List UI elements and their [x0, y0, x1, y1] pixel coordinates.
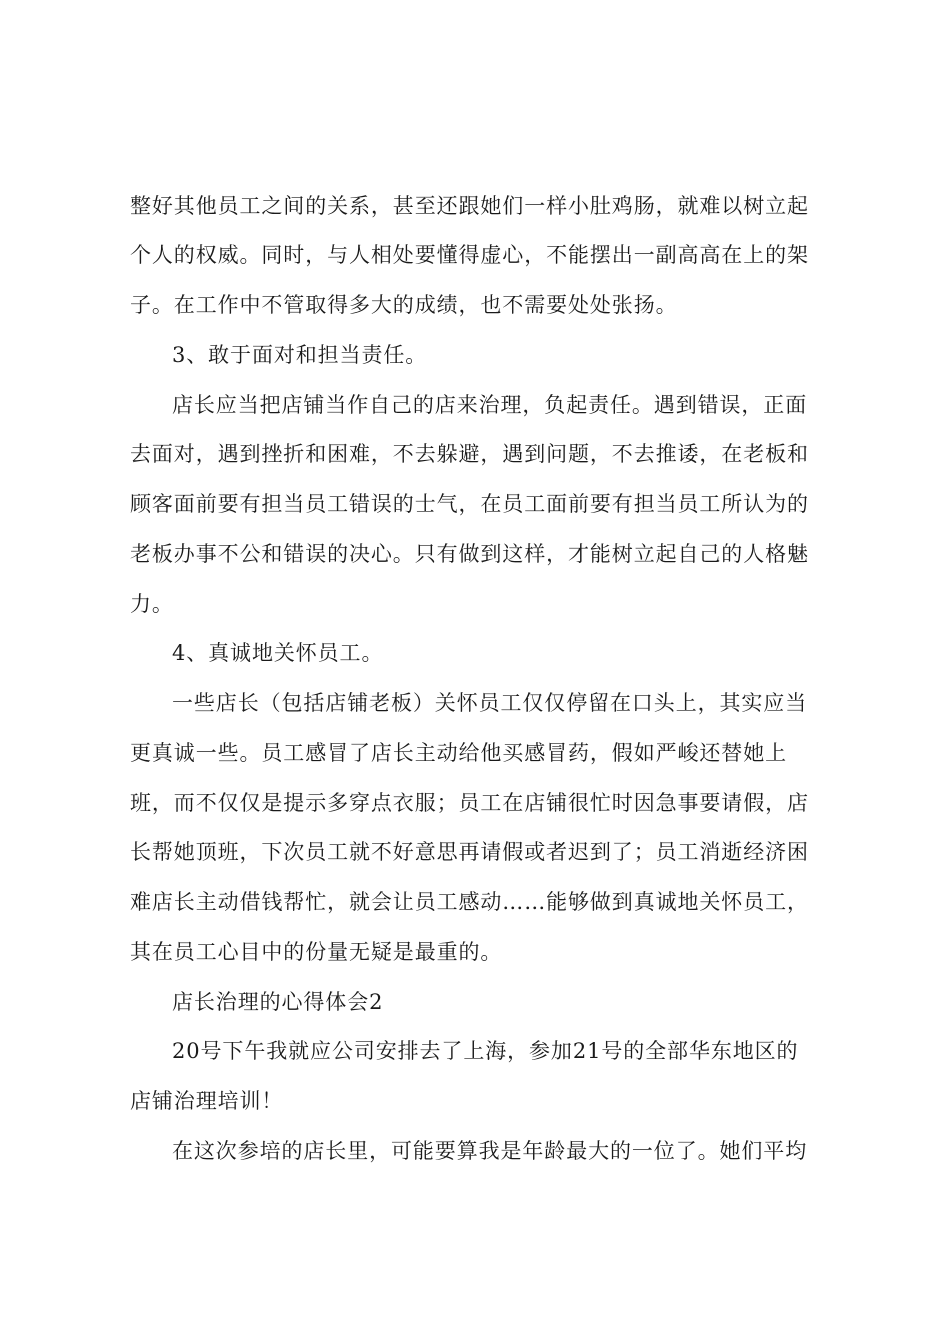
document-subtitle: 店长治理的心得体会2 — [172, 990, 384, 1014]
text-line: 老板办事不公和错误的决心。只有做到这样，才能树立起自己的人格魅 — [130, 542, 809, 566]
text-line: 顾客面前要有担当员工错误的士气，在员工面前要有担当员工所认为的 — [130, 492, 809, 516]
text-line: 一些店长（包括店铺老板）关怀员工仅仅停留在口头上，其实应当 — [172, 691, 808, 715]
section-heading: 3、敢于面对和担当责任。 — [172, 343, 428, 367]
section-heading: 4、真诚地关怀员工。 — [172, 641, 384, 665]
text-line: 去面对，遇到挫折和困难，不去躲避，遇到问题，不去推诿，在老板和 — [130, 442, 809, 466]
text-line: 班，而不仅仅是提示多穿点衣服；员工在店铺很忙时因急事要请假，店 — [130, 791, 809, 815]
text-line: 子。在工作中不管取得多大的成绩，也不需要处处张扬。 — [130, 293, 678, 317]
text-line: 更真诚一些。员工感冒了店长主动给他买感冒药，假如严峻还替她上 — [130, 741, 787, 765]
text-line: 力。 — [130, 592, 174, 616]
text-line: 店铺治理培训！ — [130, 1089, 284, 1113]
text-line: 个人的权威。同时，与人相处要懂得虚心，不能摆出一副高高在上的架 — [130, 243, 809, 267]
text-line: 整好其他员工之间的关系，甚至还跟她们一样小肚鸡肠，就难以树立起 — [130, 194, 809, 218]
text-line: 20号下午我就应公司安排去了上海，参加21号的全部华东地区的 — [172, 1039, 799, 1063]
text-line: 在这次参培的店长里，可能要算我是年龄最大的一位了。她们平均 — [172, 1139, 808, 1163]
text-line: 长帮她顶班，下次员工就不好意思再请假或者迟到了；员工消逝经济困 — [130, 840, 809, 864]
text-line: 其在员工心目中的份量无疑是最重的。 — [130, 940, 503, 964]
text-line: 难店长主动借钱帮忙，就会让员工感动……能够做到真诚地关怀员工， — [130, 890, 809, 914]
text-line: 店长应当把店铺当作自己的店来治理，负起责任。遇到错误，正面 — [172, 393, 808, 417]
